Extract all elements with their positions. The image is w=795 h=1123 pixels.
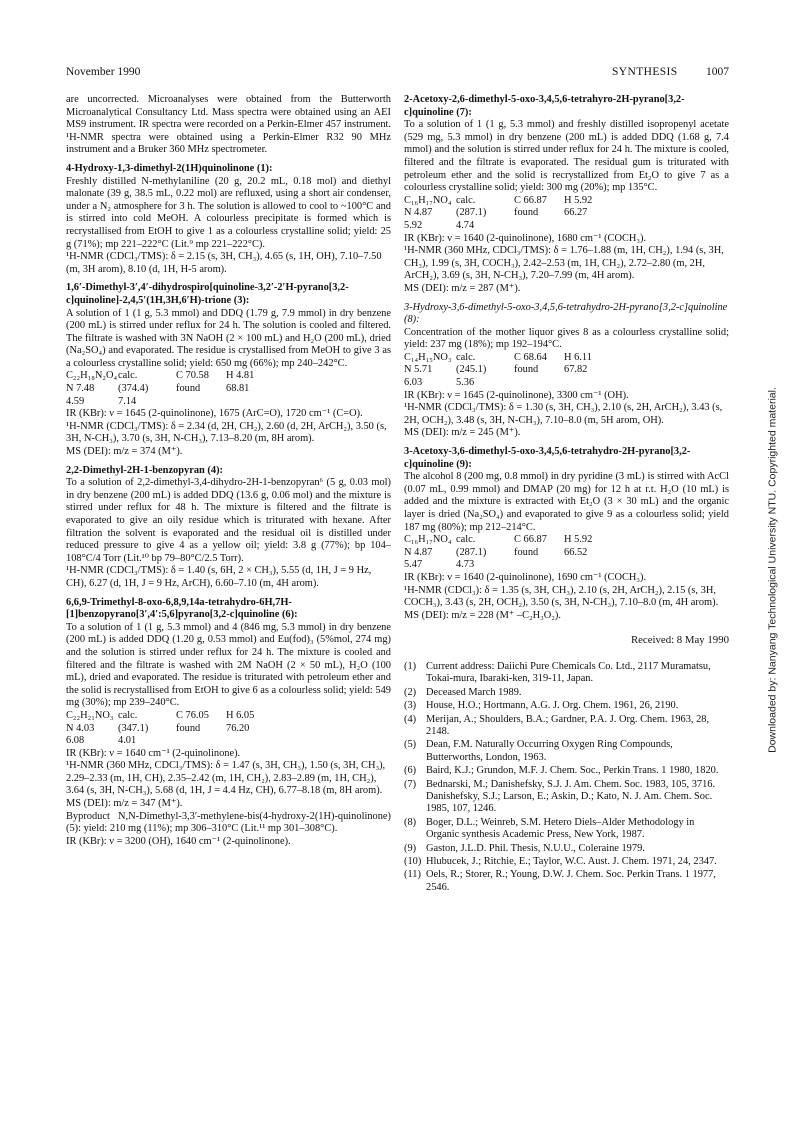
- compound-1-procedure: Freshly distilled N-methylaniline (20 g, 20.2 mL, 0.18 mol) and diethyl malonate (39 g, 38.5 mL, 0.22 mol) are refluxed, using a short air condenser, under a N₂ atmosphere for 3 h. The solution is allowed to cool to ~100°C and is stirred into cold MeOH. A colourless precipitate is formed which is recrystallised from EtOH to give 1 as a colourless crystalline solid; yield: 25 g (71%); mp 221–222°C (Lit.⁹ mp 221–222°C).: [66, 175, 391, 250]
- reference-number: (6): [404, 765, 417, 777]
- byproduct-5-note: Byproduct N,N-Dimethyl-3,3′-methylene-bis(4-hydroxy-2(1H)-quinolinone) (5): yield: 210 mg (11%); mp 306–310°C (Lit.¹¹ mp 301–308°C).: [66, 810, 391, 835]
- running-header: [66, 66, 729, 80]
- compound-8-nmr: ¹H-NMR (CDCl₃/TMS): δ = 1.30 (s, 3H, CH₃), 2.10 (s, 2H, ArCH₂), 3.43 (s, 2H, OCH₂), 3.48 (s, 3H, N-CH₃), 7.10–8.0 (m, 5H arom, OH).: [404, 402, 723, 426]
- compound-3-section: [66, 282, 391, 458]
- analysis-n: N 4.87: [404, 207, 433, 219]
- analysis-h: H 4.81: [226, 370, 255, 382]
- analysis-found-label: found: [176, 383, 201, 395]
- compound-8-ir: IR (KBr): ν = 1645 (2-quinolinone), 3300 cm⁻¹ (OH).: [404, 389, 629, 401]
- compound-4-nmr: ¹H-NMR (CDCl₃/TMS): δ = 1.40 (s, 6H, 2 × CH₃), 5.55 (d, 1H, J = 9 Hz, CH), 6.27 (d, 1H, J = 9 Hz, ArCH), 6.60–7.10 (m, 4H arom).: [66, 565, 372, 589]
- reference-text: Merijan, A.; Shoulders, B.A.; Gardner, P.A. J. Org. Chem. 1963, 28, 2148.: [426, 713, 710, 737]
- analysis-found-c: 67.82: [564, 364, 588, 376]
- reference-number: (3): [404, 700, 417, 712]
- analysis-c: C 70.58: [176, 370, 209, 382]
- analysis-found-n: 7.14: [118, 395, 137, 407]
- reference-item: [404, 869, 729, 894]
- reference-number: (5): [404, 739, 417, 751]
- reference-text: Hlubucek, J.; Ritchie, E.; Taylor, W.C. Aust. J. Chem. 1971, 24, 2347.: [426, 856, 717, 868]
- analysis-calc-label: calc.: [118, 709, 138, 721]
- analysis-formula: C₁₄H₁₅NO₃: [404, 351, 452, 363]
- compound-3-analysis: [66, 370, 391, 408]
- compound-6-ms: MS (DEI): m/z = 347 (M⁺).: [66, 798, 183, 810]
- analysis-found-c: 76.20: [226, 722, 250, 734]
- analysis-calc-label: calc.: [456, 194, 476, 206]
- analysis-found-h: 6.08: [66, 735, 85, 747]
- left-column: [66, 94, 391, 854]
- reference-number: (4): [404, 713, 417, 725]
- analysis-found-h: 6.03: [404, 377, 423, 389]
- compound-9-ms: MS (DEI): m/z = 228 (M⁺ –C₂H₃O₂).: [404, 609, 561, 621]
- analysis-formula: C₁₆H₁₇NO₄: [404, 534, 452, 546]
- reference-text: Oels, R.; Storer, R.; Young, D.W. J. Chem. Soc. Perkin Trans. 1 1977, 2546.: [426, 869, 716, 893]
- reference-text: Boger, D.L.; Weinreb, S.M. Hetero Diels–Alder Methodology in Organic synthesis Academic Press, New York, 1987.: [426, 816, 695, 841]
- reference-number: (8): [404, 816, 417, 828]
- compound-9-procedure: The alcohol 8 (200 mg, 0.8 mmol) in dry pyridine (3 mL) is stirred with AcCl (0.07 mL, 0.99 mmol) and DMAP (20 mg) for 12 h at r.t. H₂O (10 mL) is added and the mixture is extracted with Et₂O (3 × 30 mL) and the organic layer is dried (Na₂SO₄) and evaporated to give 9 as a colourless solid; yield 187 mg (80%); mp 212–214°C.: [404, 471, 729, 533]
- reference-item: [404, 714, 729, 739]
- reference-item: [404, 765, 729, 777]
- analysis-formula: C₁₆H₁₇NO₄: [404, 194, 452, 206]
- reference-item: [404, 739, 729, 764]
- analysis-h: H 6.11: [564, 351, 592, 363]
- reference-text: Deceased March 1989.: [426, 686, 522, 698]
- compound-7-ir: IR (KBr): ν = 1640 (2-quinolinone), 1680 cm⁻¹ (COCH₃).: [404, 232, 647, 244]
- compound-7-section: [404, 94, 729, 296]
- analysis-c: C 76.05: [176, 709, 209, 721]
- reference-number: (7): [404, 778, 417, 790]
- compound-6-title: 6,6,9-Trimethyl-8-oxo-6,8,9,14a-tetrahydro-6H,7H-[1]benzopyrano[3′,4′:5,6]pyrano[3,2-c]quinoline (6):: [66, 596, 298, 621]
- analysis-n: N 7.48: [66, 383, 95, 395]
- references-list: [404, 661, 729, 894]
- analysis-found-h: 5.92: [404, 219, 423, 231]
- reference-text: Current address: Daiichi Pure Chemicals Co. Ltd., 2117 Muramatsu, Tokai-mura, Ibaraki-ken, 319-11, Japan.: [426, 660, 711, 685]
- compound-4-section: [66, 465, 391, 591]
- compound-9-section: [404, 446, 729, 622]
- reference-item: [404, 856, 729, 868]
- reference-number: (10): [404, 856, 422, 868]
- reference-text: Bednarski, M.; Danishefsky, S.J. J. Am. Chem. Soc. 1983, 105, 3716. Danishefsky, S.J.; Larson, E.; Askin, D.; Kato, N. J. Am. Chem. Soc. 1985, 107, 1246.: [426, 778, 716, 815]
- compound-8-analysis: [404, 352, 729, 390]
- received-date: Received: 8 May 1990: [630, 634, 729, 647]
- compound-3-nmr: ¹H-NMR (CDCl₃/TMS): δ = 2.34 (d, 2H, CH₂), 2.60 (d, 2H, ArCH₂), 3.50 (s, 3H, N-CH₃), 3.70 (s, 3H, N-CH₃), 7.13–8.20 (m, 8H arom).: [66, 420, 387, 445]
- analysis-found-label: found: [514, 207, 539, 219]
- analysis-n: N 5.71: [404, 364, 433, 376]
- compound-8-section: [404, 302, 729, 441]
- compound-7-analysis: [404, 195, 729, 233]
- reference-text: Baird, K.J.; Grundon, M.F. J. Chem. Soc., Perkin Trans. 1 1980, 1820.: [426, 765, 719, 777]
- analysis-found-label: found: [514, 546, 539, 558]
- compound-4-title: 2,2-Dimethyl-2H-1-benzopyran (4):: [66, 464, 223, 476]
- analysis-mass: (347.1): [118, 722, 149, 734]
- analysis-formula: C₂₂H₁₈N₂O₄: [66, 370, 118, 382]
- compound-9-title: 3-Acetoxy-3,6-dimethyl-5-oxo-3,4,5,6-tetrahydro-2H-pyrano[3,2-c]quinoline (9):: [404, 446, 691, 470]
- reference-number: (1): [404, 660, 417, 672]
- compound-3-ms: MS (DEI): m/z = 374 (M⁺).: [66, 446, 183, 458]
- analysis-h: H 5.92: [564, 194, 593, 206]
- analysis-found-label: found: [514, 364, 539, 376]
- analysis-found-h: 4.59: [66, 395, 85, 407]
- issue-date: November 1990: [66, 66, 141, 78]
- compound-8-title: 3-Hydroxy-3,6-dimethyl-5-oxo-3,4,5,6-tetrahydro-2H-pyrano[3,2-c]quinoline (8):: [404, 301, 728, 326]
- analysis-formula: C₂₂H₂₁NO₃: [66, 709, 114, 721]
- analysis-c: C 66.87: [514, 194, 547, 206]
- analysis-mass: (287.1): [456, 207, 487, 219]
- analysis-mass: (245.1): [456, 364, 487, 376]
- compound-6-ir: IR (KBr): ν = 1640 cm⁻¹ (2-quinolinone).: [66, 747, 241, 759]
- compound-6-analysis: [66, 710, 391, 748]
- analysis-found-h: 5.47: [404, 559, 423, 571]
- analysis-found-n: 4.73: [456, 559, 475, 571]
- compound-7-procedure: To a solution of 1 (1 g, 5.3 mmol) and freshly distilled isopropenyl acetate (529 mg, 5.3 mmol) in dry benzene (200 mL) is added DDQ (1.68 g, 7.4 mmol) and the solution is stirred under reflux for 24 h. The mixture is cooled, filtered and the filtrate is evaporated. The residual gum is triturated with petroleum ether and the solid is recrystallized from Et₂O to give 7 as a colourless crystalline solid; yield: 300 mg (20%); mp 135°C.: [404, 119, 729, 194]
- analysis-found-label: found: [176, 722, 201, 734]
- compound-9-nmr: ¹H-NMR (CDCl₃): δ = 1.35 (s, 3H, CH₃), 2.10 (s, 2H, ArCH₂), 2.15 (s, 3H, COCH₃), 3.43 (s, 2H, OCH₂), 3.50 (s, 3H, N-CH₃), 7.10–8.0 (m, 4H arom).: [404, 584, 719, 609]
- reference-text: Dean, F.M. Naturally Occurring Oxygen Ring Compounds, Butterworths, London, 1963.: [426, 739, 673, 763]
- compound-1-title: 4-Hydroxy-1,3-dimethyl-2(1H)quinolinone (1):: [66, 162, 273, 174]
- byproduct-5-ir: IR (KBr): ν = 3200 (OH), 1640 cm⁻¹ (2-quinolinone).: [66, 835, 291, 847]
- analysis-h: H 5.92: [564, 534, 593, 546]
- compound-3-title: 1,6′-Dimethyl-3′,4′-dihydrospiro[quinoline-3,2′-2′H-pyrano[3,2-c]quinoline]-2,4,5′(1H,3H,6′H)-trione (3):: [66, 282, 349, 306]
- analysis-found-n: 4.01: [118, 735, 137, 747]
- analysis-mass: (287.1): [456, 546, 487, 558]
- compound-8-procedure: Concentration of the mother liquor gives 8 as a colourless crystalline solid; yield: 237 mg (18%); mp 192–194°C.: [404, 326, 729, 351]
- download-watermark: [763, 150, 783, 990]
- analysis-mass: (374.4): [118, 383, 149, 395]
- right-column: [404, 94, 729, 895]
- compound-9-ir: IR (KBr): ν = 1640 (2-quinolinone), 1690 cm⁻¹ (COCH₃).: [404, 571, 647, 583]
- compound-8-ms: MS (DEI): m/z = 245 (M⁺).: [404, 427, 521, 439]
- reference-item: [404, 817, 729, 842]
- analysis-calc-label: calc.: [456, 534, 476, 546]
- compound-3-procedure: A solution of 1 (1 g, 5.3 mmol) and DDQ (1.79 g, 7.9 mmol) in dry benzene (200 mL) is stirred under reflux for 24 h. The solution is cooled and filtered. The filtrate is washed with 3N NaOH (2 × 100 mL) and H₂O (200 mL), dried (Na₂SO₄) and evaporated. The residue is crystallised from MeOH to give 3 as a colourless crystalline solid; yield: 650 mg (66%); mp 240–242°C.: [66, 307, 391, 369]
- analysis-c: C 68.64: [514, 351, 547, 363]
- analysis-found-c: 66.27: [564, 207, 588, 219]
- analysis-n: N 4.03: [66, 722, 95, 734]
- compound-6-procedure: To a solution of 1 (1 g, 5.3 mmol) and 4 (846 mg, 5.3 mmol) in dry benzene (200 mL) is added DDQ (1.20 g, 0.53 mmol) and Eu(fod)₃ (5%mol, 274 mg) and the solution is stirred under reflux for 24 h. The mixture is cooled and filtered and the filtrate is washed with 2M NaOH (2 × 50 mL), H₂O (100 mL), dried and evaporated. The residue is triturated with petroleum ether and the solid is recrystallised from EtOH to give 6 as a colourless solid; yield: 549 mg (30%); mp 239–240°C.: [66, 621, 391, 709]
- reference-number: (11): [404, 869, 421, 881]
- compound-7-title: 2-Acetoxy-2,6-dimethyl-5-oxo-3,4,5,6-tetrahyro-2H-pyrano[3,2-c]quinoline (7):: [404, 94, 685, 118]
- reference-item: [404, 779, 729, 816]
- reference-item: [404, 843, 729, 855]
- journal-name: SYNTHESIS: [612, 66, 678, 78]
- analysis-calc-label: calc.: [456, 351, 476, 363]
- analysis-found-n: 5.36: [456, 377, 475, 389]
- compound-6-section: [66, 597, 391, 849]
- reference-text: Gaston, J.L.D. Phil. Thesis, N.U.U., Coleraine 1979.: [426, 842, 645, 854]
- compound-9-analysis: [404, 534, 729, 572]
- compound-4-procedure: To a solution of 2,2-dimethyl-3,4-dihydro-2H-1-benzopyran⁶ (5 g, 0.03 mol) in dry benzene (200 mL) is added DDQ (13.6 g, 0.06 mol) and the mixture is stirred under reflux for 48 h. The mixture is filtered and the filtrate is evaporated to give an oily residue which is triturated with hexane. After filtration the solvent is evaporated and the residual oil is distilled under reduced pressure to give 4 as a yellow oil; yield: 3.8 g (77%); bp 104–108°C/4 Torr (Lit.¹⁰ bp 79–80°C/2.5 Torr).: [66, 477, 391, 564]
- intro-section: [66, 94, 391, 157]
- reference-item: [404, 700, 729, 712]
- reference-number: (9): [404, 842, 417, 854]
- download-notice: Downloaded by: Nanyang Technological University NTU. Copyrighted material.: [766, 387, 779, 753]
- compound-6-nmr: ¹H-NMR (360 MHz, CDCl₃/TMS): δ = 1.47 (s, 3H, CH₃), 1.50 (s, 3H, CH₃), 2.29–2.33 (m, 1H, CH), 2.35–2.42 (m, 1H, CH₂), 2.83–2.89 (m, 1H, CH₂), 3.64 (s, 3H, N-CH₃), 5.68 (d, 1H, J = 4.4 Hz, CH), 6.77–8.18 (m, 8H arom).: [66, 760, 386, 797]
- compound-7-nmr: ¹H-NMR (360 MHz, CDCl₃/TMS): δ = 1.76–1.88 (m, 1H, CH₂), 1.94 (s, 3H, CH₃), 1.99 (s, 3H, COCH₃), 2.42–2.53 (m, 1H, CH₂), 2.72–2.80 (m, 2H, ArCH₂), 3.69 (s, 3H, N-CH₃), 7.20–7.99 (m, 4H arom).: [404, 245, 724, 282]
- analysis-calc-label: calc.: [118, 370, 138, 382]
- compound-1-section: [66, 163, 391, 276]
- reference-item: [404, 687, 729, 699]
- analysis-found-c: 66.52: [564, 546, 588, 558]
- analysis-found-n: 4.74: [456, 219, 475, 231]
- analysis-found-c: 68.81: [226, 383, 250, 395]
- reference-item: [404, 661, 729, 686]
- intro-paragraph: are uncorrected. Microanalyses were obtained from the Butterworth Microanalytical Consultancy Ltd. Mass spectra were obtained using an AEI MS9 instrument. IR spectra were recorded on a Perkin-Elmer 457 instrument. ¹H-NMR spectra were obtained using a Perkin-Elmer R32 90 MHz instrument and a Bruker 360 MHz spectrometer.: [66, 94, 391, 156]
- analysis-c: C 66.87: [514, 534, 547, 546]
- compound-3-ir: IR (KBr): ν = 1645 (2-quinolinone), 1675 (ArC=O), 1720 cm⁻¹ (C=O).: [66, 408, 363, 420]
- analysis-n: N 4.87: [404, 546, 433, 558]
- compound-1-nmr: ¹H-NMR (CDCl₃/TMS): δ = 2.15 (s, 3H, CH₃), 4.65 (s, 1H, OH), 7.10–7.50 (m, 3H arom), 8.10 (d, 1H, H-5 arom).: [66, 251, 382, 275]
- analysis-h: H 6.05: [226, 709, 255, 721]
- reference-number: (2): [404, 686, 417, 698]
- reference-text: House, H.O.; Hortmann, A.G. J. Org. Chem. 1961, 26, 2190.: [426, 700, 679, 712]
- page-number: 1007: [706, 66, 729, 78]
- compound-7-ms: MS (DEI): m/z = 287 (M⁺).: [404, 282, 521, 294]
